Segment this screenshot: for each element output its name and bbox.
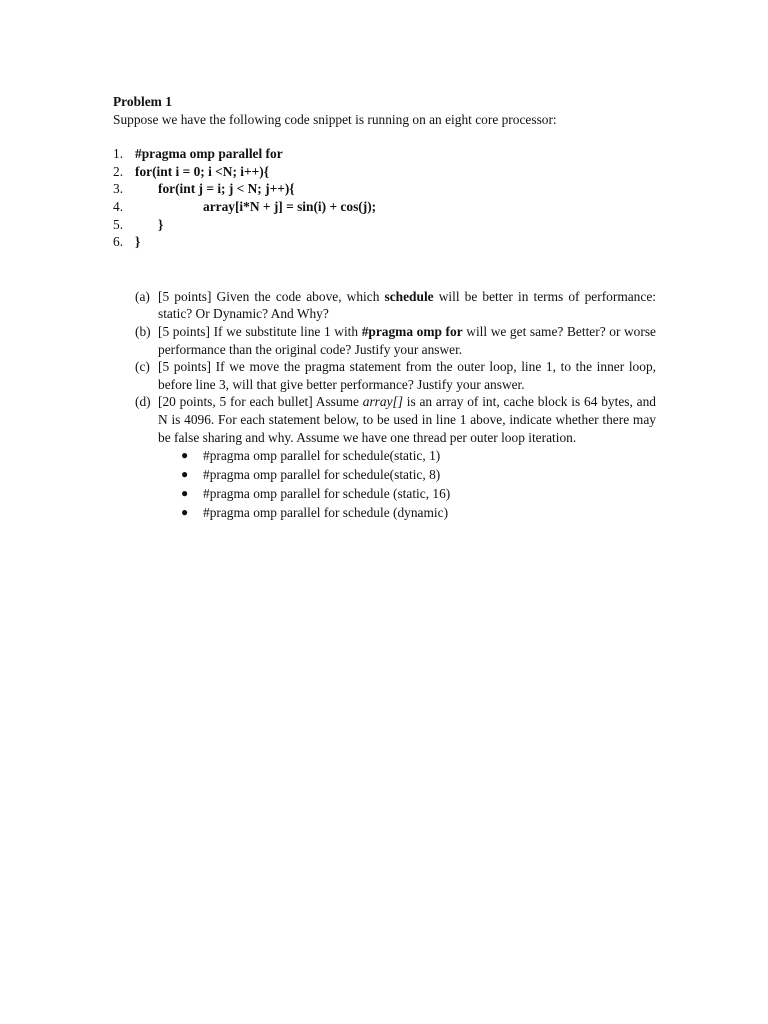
- bullet-item: [181, 446, 656, 465]
- code-text: array[i*N + j] = sin(i) + cos(j);: [203, 198, 377, 214]
- line-number: 4.: [113, 198, 124, 214]
- question-keyword: #pragma omp for: [361, 323, 463, 339]
- question-letter: (c): [135, 359, 150, 375]
- line-number: 6.: [113, 234, 124, 250]
- bullet-text: #pragma omp parallel for schedule (static, 16): [203, 486, 451, 502]
- bullet-text: #pragma omp parallel for schedule(static, 8): [203, 467, 441, 483]
- bullet-text: #pragma omp parallel for schedule(static, 1): [203, 447, 441, 463]
- code-line: [113, 233, 658, 251]
- code-text: for(int j = i; j < N; j++){: [158, 181, 295, 197]
- line-number: 5.: [113, 216, 124, 232]
- bullet-icon: ●: [181, 505, 189, 520]
- question-text-part: is an array of int, cache block is 64 bytes, and N is 4096. For each statement below, to be used in line 1 above, indicate whether there may be false sharing and why. Assume we have one thread per outer loop iteration.: [158, 394, 656, 445]
- question-text: [158, 323, 656, 358]
- question-text-part: will be better in terms of performance: static? Or Dynamic? And Why?: [158, 288, 656, 322]
- code-line: [113, 145, 658, 163]
- problem-intro: Suppose we have the following code snippet is running on an eight core processor:: [113, 111, 557, 127]
- code-snippet: [113, 145, 658, 251]
- question-letter: (d): [135, 394, 151, 410]
- problem-title: Problem 1: [113, 94, 172, 109]
- question-text-part: [20 points, 5 for each bullet] Assume: [158, 394, 363, 410]
- bullet-list: [181, 446, 656, 523]
- code-line: [113, 198, 658, 216]
- question-italic-term: array[]: [362, 394, 403, 410]
- question-d: [135, 393, 656, 446]
- bullet-text: #pragma omp parallel for schedule (dynamic): [203, 505, 449, 521]
- document-page: [113, 93, 658, 523]
- bullet-icon: ●: [181, 486, 189, 501]
- question-text-part: [5 points] If we substitute line 1 with: [158, 323, 362, 339]
- bullet-item: [181, 504, 656, 523]
- bullet-item: [181, 484, 656, 503]
- question-list: [135, 288, 656, 523]
- question-c: [135, 358, 656, 393]
- line-number: 2.: [113, 163, 124, 179]
- question-keyword: schedule: [384, 288, 434, 304]
- line-number: 1.: [113, 146, 124, 162]
- code-line: [113, 163, 658, 181]
- bullet-icon: ●: [181, 447, 189, 462]
- line-number: 3.: [113, 181, 124, 197]
- question-text: [158, 393, 656, 446]
- question-letter: (a): [135, 288, 150, 304]
- code-text: }: [158, 216, 164, 232]
- question-text-part: [5 points] Given the code above, which: [158, 288, 385, 304]
- bullet-item: [181, 465, 656, 484]
- code-text: #pragma omp parallel for: [135, 146, 283, 162]
- question-text: [5 points] If we move the pragma statement from the outer loop, line 1, to the inner loop, before line 3, will that give better performance? Justify your answer.: [158, 359, 656, 392]
- question-text: [158, 288, 656, 323]
- code-line: [113, 180, 658, 198]
- question-b: [135, 323, 656, 358]
- code-line: [113, 216, 658, 234]
- code-text: for(int i = 0; i <N; i++){: [135, 163, 269, 179]
- question-text-part: will we get same? Better? or worse performance than the original code? Justify your answer.: [158, 323, 656, 357]
- question-letter: (b): [135, 323, 151, 339]
- question-a: [135, 288, 656, 323]
- code-text: }: [135, 234, 141, 250]
- bullet-icon: ●: [181, 467, 189, 482]
